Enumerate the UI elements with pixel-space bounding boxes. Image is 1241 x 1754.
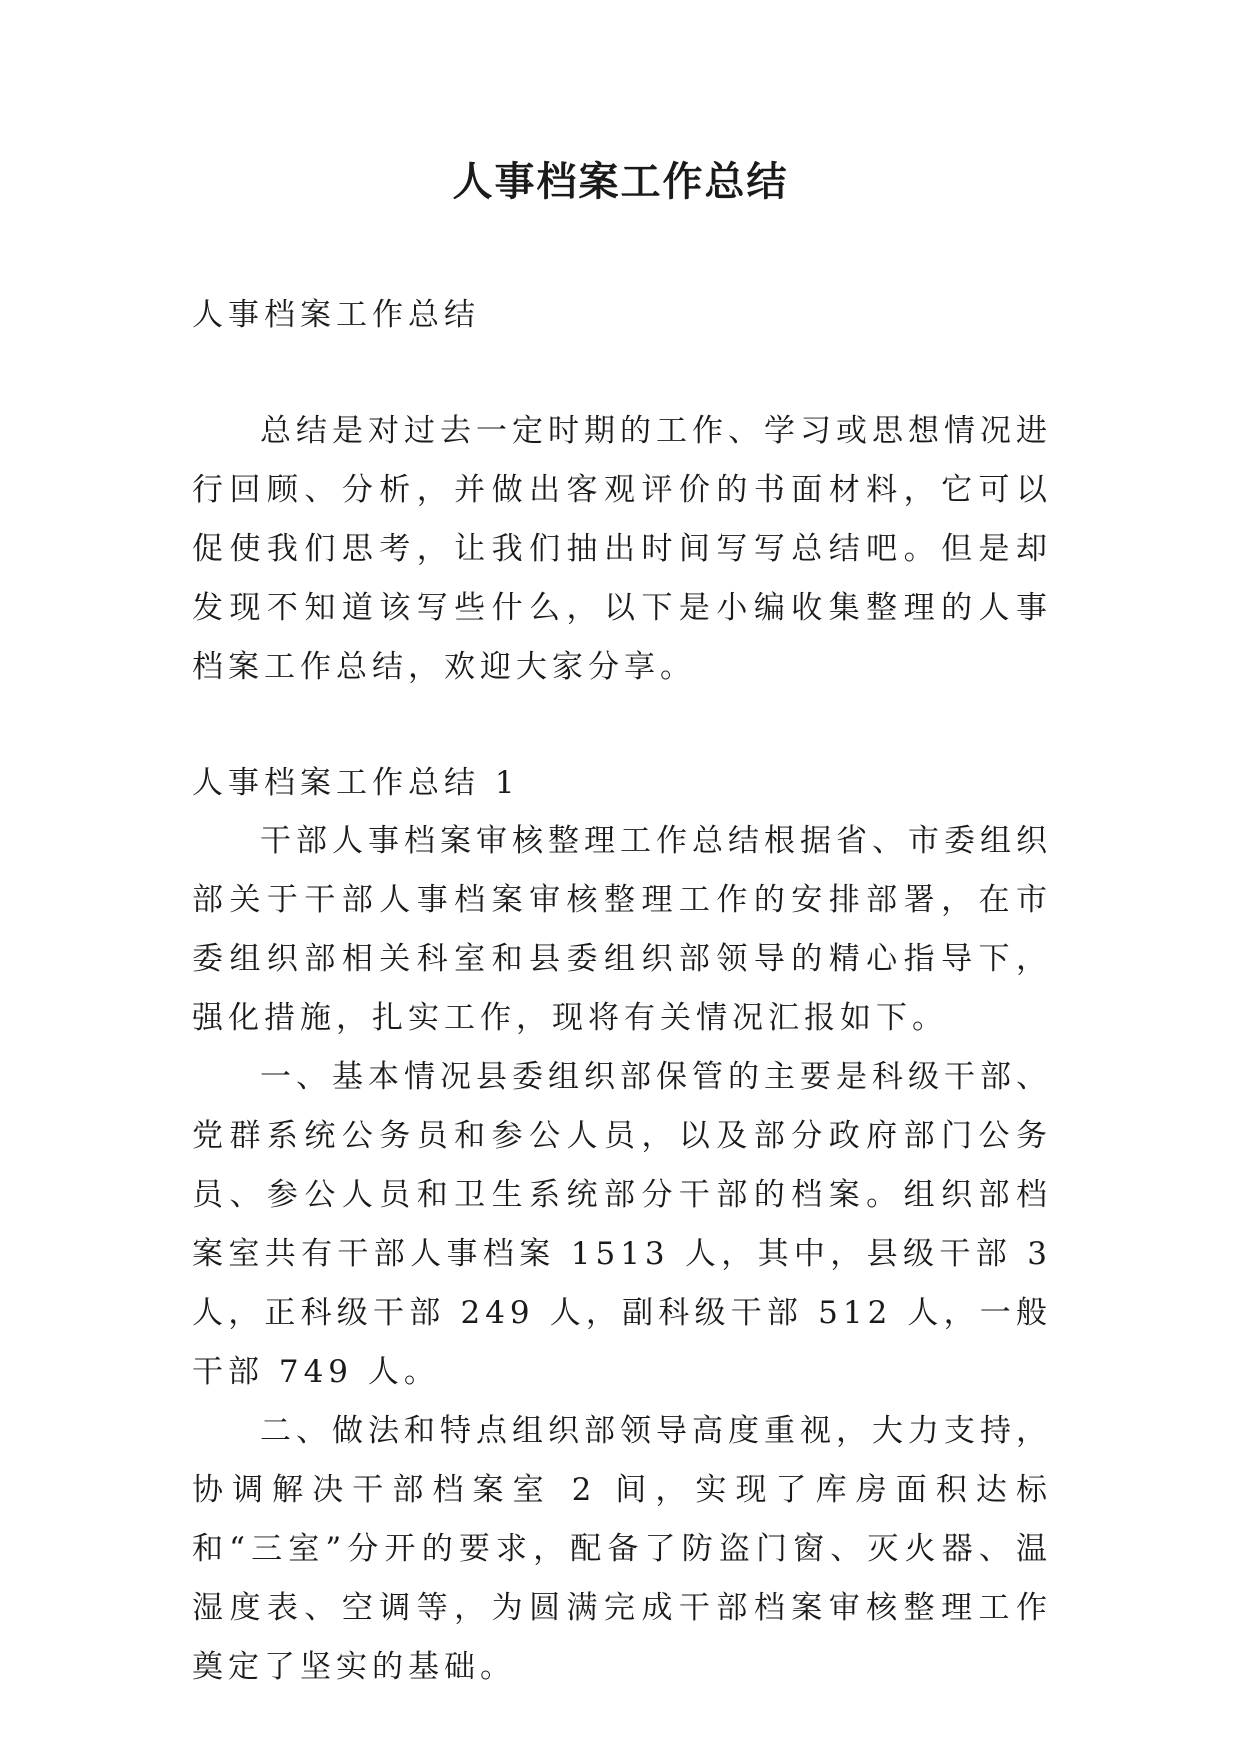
intro-paragraph: 总结是对过去一定时期的工作、学习或思想情况进行回顾、分析，并做出客观评价的书面材料，它可以促使我们思考，让我们抽出时间写写总结吧。但是却发现不知道该写些什么，以下是小编收集整理的人事档案工作总结，欢迎大家分享。 [192,413,1052,685]
paragraph-overview: 干部人事档案审核整理工作总结根据省、市委组织部关于干部人事档案审核整理工作的安排部署，在市委组织部相关科室和县委组织部领导的精心指导下，强化措施，扎实工作，现将有关情况汇报如下。 [192,823,1052,1036]
section-content [192,812,1052,1697]
paragraph-basic-situation: 一、基本情况县委组织部保管的主要是科级干部、党群系统公务员和参公人员，以及部分政府部门公务员、参公人员和卫生系统部分干部的档案。组织部档案室共有干部人事档案 1513 人，其中，县级干部 3 人，正科级干部 249 人，副科级干部 512 人，一般干部 749 人。 [192,1059,1052,1390]
paragraph-practices: 二、做法和特点组织部领导高度重视，大力支持，协调解决干部档案室 2 间，实现了库房面积达标和“三室”分开的要求，配备了防盗门窗、灭火器、温湿度表、空调等，为圆满完成干部档案审核整理工作奠定了坚实的基础。 [192,1413,1052,1685]
document-subtitle: 人事档案工作总结 [192,297,480,333]
section-heading: 人事档案工作总结 1 [192,765,520,801]
document-title: 人事档案工作总结 [452,159,789,205]
